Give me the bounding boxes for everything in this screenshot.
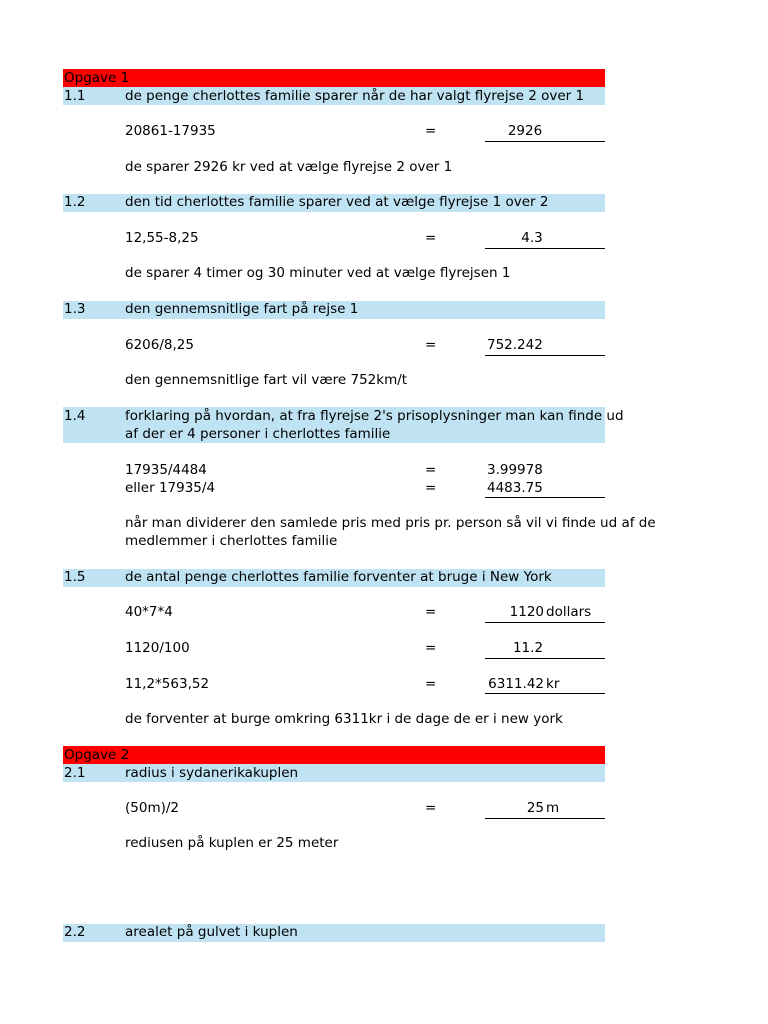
- expression-2-1: (50m)/2: [125, 800, 179, 816]
- question-number-1-1: 1.1: [64, 88, 86, 104]
- result-1-5-a: 1120: [509, 604, 544, 620]
- conclusion-1-4-line2: medlemmer i cherlottes familie: [125, 533, 338, 549]
- result-underline-1-5-b: [485, 658, 605, 659]
- conclusion-1-1: de sparer 2926 kr ved at vælge flyrejse 2 over 1: [125, 159, 453, 175]
- question-title-1-2: den tid cherlottes familie sparer ved at vælge flyrejse 1 over 2: [125, 194, 549, 210]
- result-1-4-b: 4483.75: [487, 480, 543, 496]
- expression-1-5-a: 40*7*4: [125, 604, 173, 620]
- result-underline-2-1: [485, 818, 605, 819]
- expression-1-5-b: 1120/100: [125, 640, 190, 656]
- expression-1-3: 6206/8,25: [125, 337, 194, 353]
- unit-1-5-a: dollars: [546, 604, 592, 620]
- expression-1-4-b: eller 17935/4: [125, 480, 216, 496]
- question-number-2-2: 2.2: [64, 924, 86, 940]
- conclusion-1-4-line1: når man dividerer den samlede pris med pris pr. person så vil vi finde ud af de: [125, 515, 656, 531]
- question-number-1-2: 1.2: [64, 194, 86, 210]
- section-header-opgave1: [63, 69, 605, 87]
- result-underline-1-5-c: [485, 693, 605, 694]
- question-title-1-3: den gennemsnitlige fart på rejse 1: [125, 301, 359, 317]
- equals-sign-1-3: =: [425, 337, 437, 353]
- expression-1-2: 12,55-8,25: [125, 230, 199, 246]
- section-title-opgave1: Opgave 1: [64, 70, 130, 86]
- section-header-opgave2: [63, 746, 605, 764]
- result-underline-1-5-a: [485, 622, 605, 623]
- expression-1-4-a: 17935/4484: [125, 462, 207, 478]
- question-title-1-4-line2: af der er 4 personer i cherlottes familie: [125, 426, 391, 442]
- question-title-1-4-line1: forklaring på hvordan, at fra flyrejse 2's prisoplysninger man kan finde ud: [125, 408, 624, 424]
- expression-1-5-c: 11,2*563,52: [125, 676, 210, 692]
- equals-sign-1-2: =: [425, 230, 437, 246]
- question-title-1-5: de antal penge cherlottes familie forventer at bruge i New York: [125, 569, 552, 585]
- result-2-1: 25: [526, 800, 544, 816]
- unit-2-1: m: [546, 800, 560, 816]
- conclusion-1-5: de forventer at burge omkring 6311kr i de dage de er i new york: [125, 711, 563, 727]
- unit-1-5-c: kr: [546, 676, 560, 692]
- question-number-1-3: 1.3: [64, 301, 86, 317]
- expression-1-1: 20861-17935: [125, 123, 216, 139]
- result-1-5-c: 6311.42: [488, 676, 544, 692]
- conclusion-1-2: de sparer 4 timer og 30 minuter ved at vælge flyrejsen 1: [125, 265, 511, 281]
- result-underline-1-4: [485, 497, 605, 498]
- question-number-1-5: 1.5: [64, 569, 86, 585]
- equals-sign-1-5-a: =: [425, 604, 437, 620]
- result-underline-1-1: [485, 141, 605, 142]
- question-title-2-1: radius i sydanerikakuplen: [125, 765, 299, 781]
- result-1-1: 2926: [507, 123, 543, 139]
- equals-sign-1-4-a: =: [425, 462, 437, 478]
- question-number-1-4: 1.4: [64, 408, 86, 424]
- equals-sign-1-5-b: =: [425, 640, 437, 656]
- conclusion-1-3: den gennemsnitlige fart vil være 752km/t: [125, 372, 408, 388]
- result-1-4-a: 3.99978: [487, 462, 543, 478]
- section-title-opgave2: Opgave 2: [64, 747, 130, 763]
- question-number-2-1: 2.1: [64, 765, 86, 781]
- question-title-2-2: arealet på gulvet i kuplen: [125, 924, 298, 940]
- result-1-2: 4.3: [521, 230, 543, 246]
- question-title-1-1: de penge cherlottes familie sparer når de har valgt flyrejse 2 over 1: [125, 88, 585, 104]
- result-1-5-b: 11.2: [512, 640, 544, 656]
- equals-sign-1-1: =: [425, 123, 437, 139]
- equals-sign-1-5-c: =: [425, 676, 437, 692]
- conclusion-2-1: rediusen på kuplen er 25 meter: [125, 835, 339, 851]
- equals-sign-2-1: =: [425, 800, 437, 816]
- result-1-3: 752.242: [487, 337, 543, 353]
- result-underline-1-3: [485, 355, 605, 356]
- result-underline-1-2: [485, 248, 605, 249]
- equals-sign-1-4-b: =: [425, 480, 437, 496]
